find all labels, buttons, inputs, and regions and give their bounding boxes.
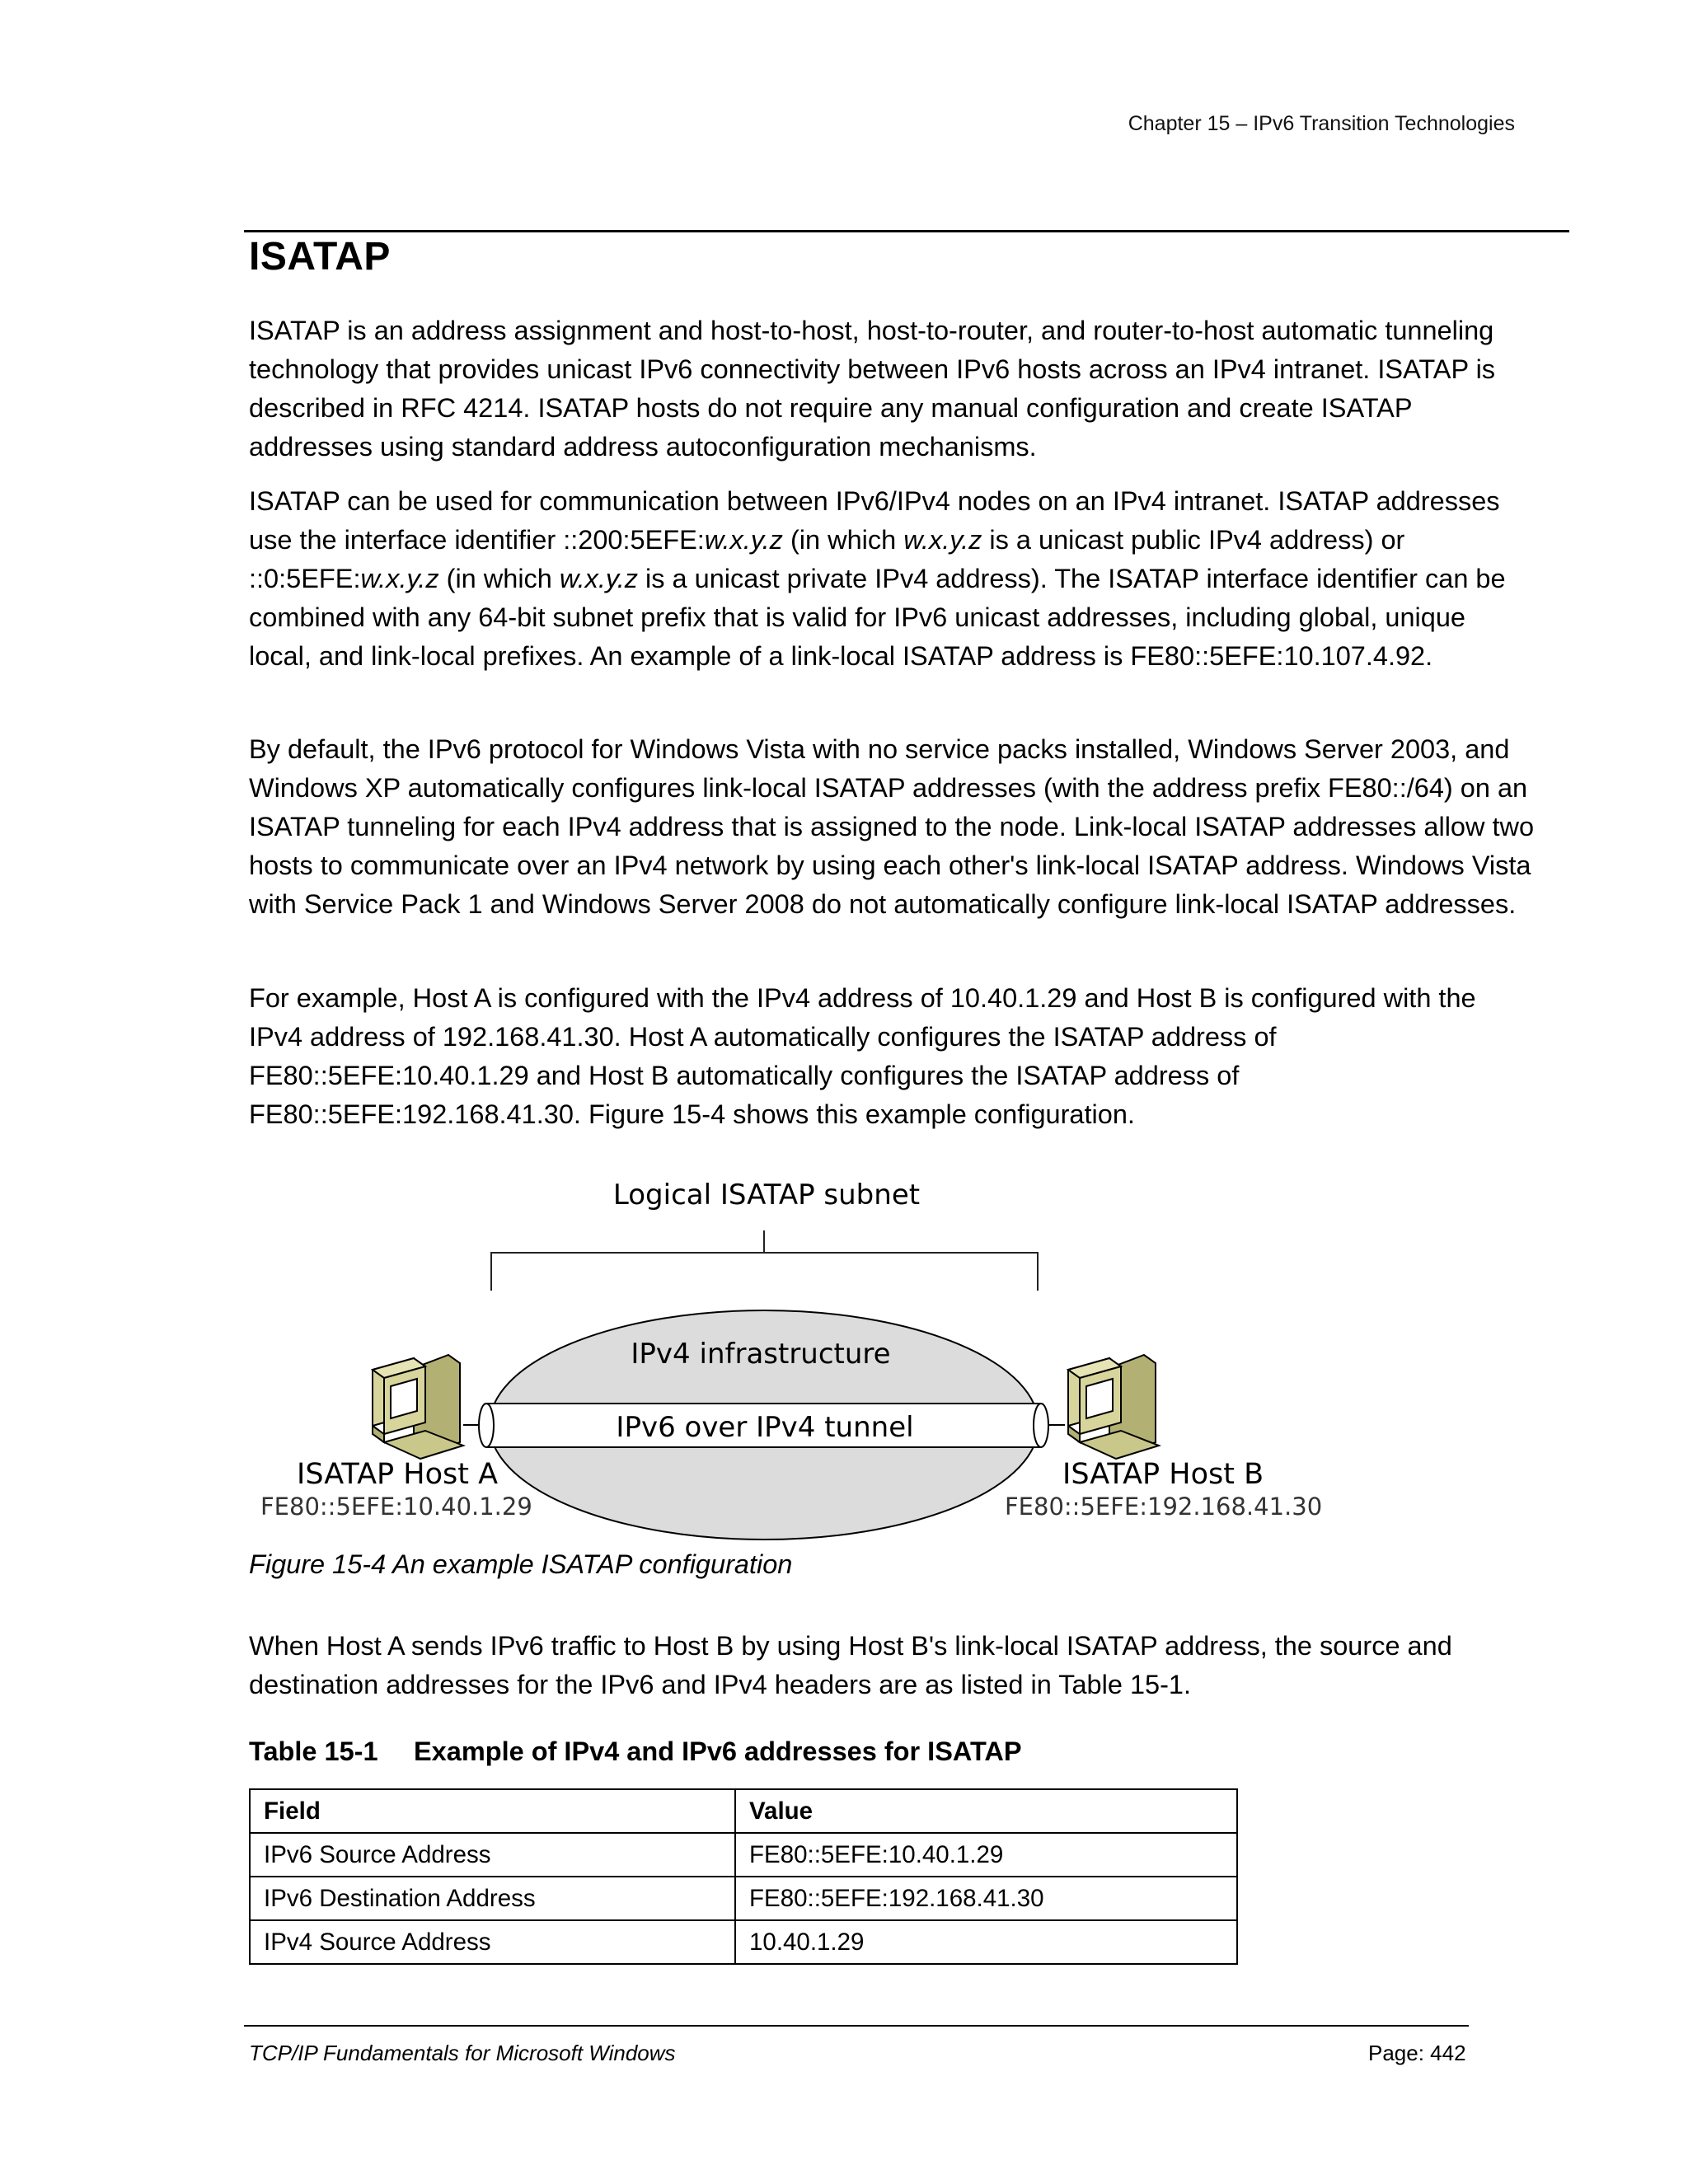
paragraph-text: When Host A sends IPv6 traffic to Host B by using Host B's link-local ISATAP address, the source and destination addresses for the IPv6 and IPv4 headers are as listed in Table 15-1. (249, 1631, 1452, 1699)
table-cell: FE80::5EFE:10.40.1.29 (735, 1833, 1237, 1877)
running-head: Chapter 15 – IPv6 Transition Technologies (1128, 112, 1515, 135)
text-run: ISATAP can be used for communication between IPv6/IPv4 nodes on an IPv4 intranet. ISATAP addresses use the interface identifier ::200:5EFE: (249, 486, 1500, 555)
table-cell: IPv6 Destination Address (250, 1877, 735, 1920)
table-title (249, 1736, 1022, 1767)
paragraph-table-intro (249, 1627, 1535, 1720)
table-row (250, 1877, 1237, 1920)
address-table (249, 1788, 1238, 1965)
italic-term: w.x.y.z (903, 525, 982, 555)
text-run: is a unicast private IPv4 address). The ISATAP interface identifier can be combined with any 64-bit subnet prefix that is valid for IPv6 unicast addresses, including global, unique local, and link-local prefixes. An example of a link-local ISATAP address is FE80::5EFE:10.107.4.92. (249, 564, 1506, 671)
section-title: ISATAP (249, 235, 391, 279)
column-header: Field (250, 1789, 735, 1833)
table-row (250, 1920, 1237, 1964)
computer-icon (1068, 1355, 1159, 1459)
footer-page-number: Page: 442 (1368, 2041, 1466, 2065)
host-b-address: FE80::5EFE:192.168.41.30 (1005, 1493, 1323, 1521)
host-a-name: ISATAP Host A (297, 1458, 499, 1491)
table-row (250, 1833, 1237, 1877)
column-header: Value (735, 1789, 1237, 1833)
table-cell: FE80::5EFE:192.168.41.30 (735, 1877, 1237, 1920)
footer-book-title: TCP/IP Fundamentals for Microsoft Windows (249, 2041, 676, 2065)
text-run: (in which (438, 564, 560, 593)
subnet-bracket (491, 1230, 1038, 1291)
table-cell: 10.40.1.29 (735, 1920, 1237, 1964)
text-run: is a unicast public IPv4 address) or ::0:5EFE: (249, 525, 1405, 593)
paragraph-text: By default, the IPv6 protocol for Windows Vista with no service packs installed, Windows Server 2003, and Windows XP automatically configures link-local ISATAP addresses (with the address prefix FE80::/64) on an ISATAP tunneling for each IPv4 address that is assigned to the node. Link-local ISATAP addresses allow two hosts to communicate over an IPv4 network by using each other's link-local ISATAP address. Windows Vista with Service Pack 1 and Windows Server 2008 do not automatically configure link-local ISATAP addresses. (249, 734, 1535, 919)
italic-term: w.x.y.z (360, 564, 439, 593)
table-cell: IPv6 Source Address (250, 1833, 735, 1877)
table-cell: IPv4 Source Address (250, 1920, 735, 1964)
table-caption: Example of IPv4 and IPv6 addresses for ISATAP (414, 1736, 1022, 1766)
table-header-row (250, 1789, 1237, 1833)
italic-term: w.x.y.z (559, 564, 639, 593)
paragraph-text: ISATAP is an address assignment and host-to-host, host-to-router, and router-to-host automatic tunneling technology that provides unicast IPv6 connectivity between IPv6 hosts across an IPv4 intranet. ISATAP is described in RFC 4214. ISATAP hosts do not require any manual configuration and create ISATAP addresses using standard address autoconfiguration mechanisms. (249, 316, 1496, 462)
host-b-name: ISATAP Host B (1062, 1458, 1264, 1491)
paragraph-text: For example, Host A is configured with the IPv4 address of 10.40.1.29 and Host B is configured with the IPv4 address of 192.168.41.30. Host A automatically configures the ISATAP address of FE80::5EFE:10.40.1.29 and Host B automatically configures the ISATAP address of FE80::5EFE:192.168.41.30. Figure 15-4 shows this example configuration. (249, 983, 1476, 1129)
subnet-label: Logical ISATAP subnet (612, 1179, 921, 1212)
figure-caption: Figure 15-4 An example ISATAP configuration (249, 1549, 793, 1579)
computer-icon (373, 1355, 463, 1459)
table-number: Table 15-1 (249, 1736, 378, 1766)
footer-divider (244, 2025, 1469, 2027)
host-a-address: FE80::5EFE:10.40.1.29 (260, 1493, 532, 1521)
tunnel-label: IPv6 over IPv4 tunnel (616, 1411, 914, 1444)
italic-term: w.x.y.z (704, 525, 783, 555)
infrastructure-label: IPv4 infrastructure (631, 1338, 891, 1371)
text-run: (in which (782, 525, 904, 555)
